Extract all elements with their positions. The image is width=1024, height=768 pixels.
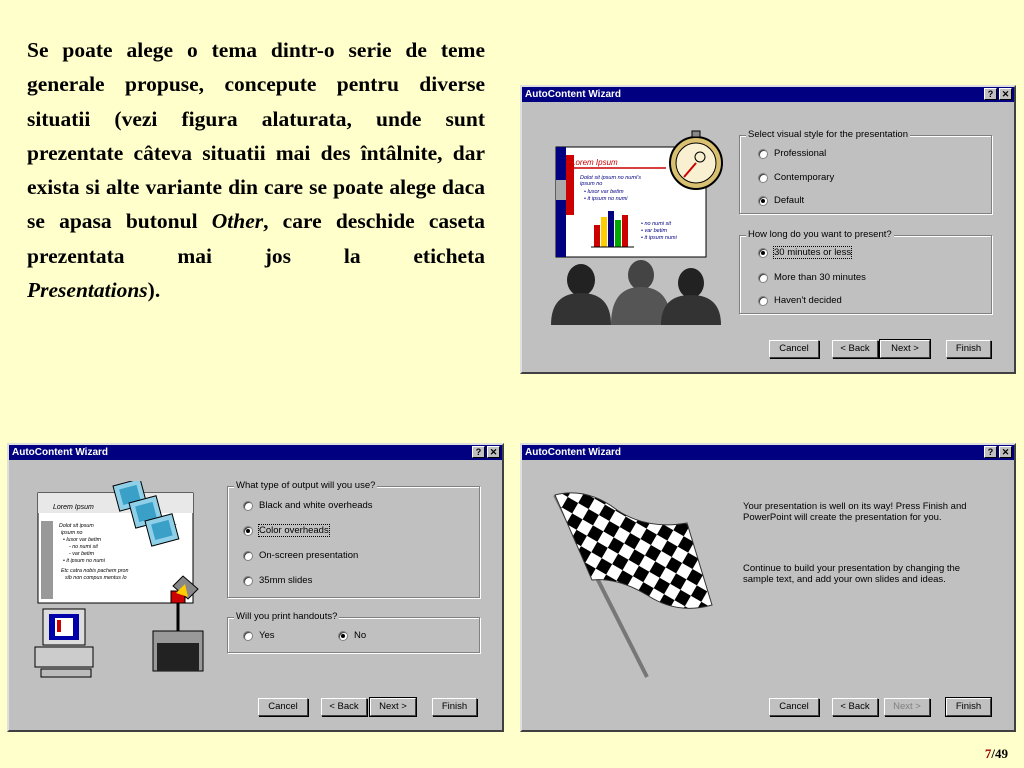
svg-text:- var betim: - var betim bbox=[69, 551, 95, 557]
presentation-length-label: How long do you want to present? bbox=[748, 229, 892, 240]
visual-style-group bbox=[739, 129, 992, 214]
checkered-flag-icon bbox=[547, 485, 722, 685]
presentation-illustration bbox=[546, 125, 726, 325]
finish-button[interactable]: Finish bbox=[946, 340, 991, 358]
svg-text:• var betim: • var betim bbox=[641, 228, 668, 234]
svg-text:• it ipsum numi: • it ipsum numi bbox=[641, 235, 677, 241]
presentations-term: Presentations bbox=[27, 278, 148, 303]
radio-icon bbox=[758, 149, 768, 159]
radio-icon bbox=[758, 296, 768, 306]
finish-button[interactable]: Finish bbox=[432, 698, 477, 716]
next-button[interactable]: Next > bbox=[884, 698, 930, 716]
autocontent-wizard-style-dialog bbox=[520, 85, 1016, 374]
svg-text:Dolot sit ipsum: Dolot sit ipsum bbox=[59, 523, 94, 529]
help-button[interactable]: ? bbox=[472, 446, 485, 458]
dialog-titlebar bbox=[522, 445, 1014, 460]
radio-icon bbox=[243, 576, 253, 586]
other-term: Other bbox=[211, 209, 264, 234]
finish-message-1: Your presentation is well on its way! Press Finish and PowerPoint will create the presentation for you. bbox=[743, 501, 967, 523]
style-professional-option[interactable]: Professional bbox=[758, 148, 826, 159]
output-type-group bbox=[227, 480, 480, 598]
handouts-no-option[interactable]: No bbox=[338, 630, 366, 641]
dialog-titlebar bbox=[9, 445, 502, 460]
radio-icon bbox=[243, 551, 253, 561]
output-35mm-slides-option[interactable]: 35mm slides bbox=[243, 575, 312, 586]
svg-text:• lusor var betim: • lusor var betim bbox=[584, 189, 624, 195]
radio-selected-icon bbox=[758, 248, 768, 258]
slide-title: Lorem Ipsum bbox=[571, 158, 618, 167]
back-button[interactable]: < Back bbox=[832, 340, 878, 358]
svg-text:- no numi sit: - no numi sit bbox=[69, 544, 98, 550]
autocontent-wizard-output-dialog bbox=[7, 443, 504, 732]
svg-text:ipsum no: ipsum no bbox=[61, 530, 83, 536]
dialog-title: AutoContent Wizard bbox=[525, 89, 622, 100]
length-30-minutes-option[interactable]: 30 minutes or less bbox=[758, 247, 851, 258]
handouts-label: Will you print handouts? bbox=[236, 611, 338, 622]
radio-icon bbox=[243, 631, 253, 641]
page-number: 7/49 bbox=[984, 746, 1008, 761]
autocontent-wizard-finish-dialog bbox=[520, 443, 1016, 732]
presentation-length-group bbox=[739, 229, 992, 314]
svg-text:Etc catra nobis pachem pron: Etc catra nobis pachem pron bbox=[61, 568, 129, 574]
svg-text:• it ipsum no numi: • it ipsum no numi bbox=[63, 558, 105, 564]
close-button[interactable]: ✕ bbox=[487, 446, 500, 458]
radio-icon bbox=[243, 501, 253, 511]
radio-selected-icon bbox=[338, 631, 348, 641]
radio-icon bbox=[758, 273, 768, 283]
output-bw-overheads-option[interactable]: Black and white overheads bbox=[243, 500, 373, 511]
radio-selected-icon bbox=[758, 196, 768, 206]
dialog-title: AutoContent Wizard bbox=[525, 447, 622, 458]
dialog-title: AutoContent Wizard bbox=[12, 447, 109, 458]
output-illustration bbox=[33, 481, 223, 681]
next-button[interactable]: Next > bbox=[370, 698, 416, 716]
cancel-button[interactable]: Cancel bbox=[258, 698, 308, 716]
svg-text:ipsum no: ipsum no bbox=[580, 181, 603, 187]
output-color-overheads-option[interactable]: Color overheads bbox=[243, 525, 329, 536]
slide-title: Lorem Ipsum bbox=[53, 504, 94, 511]
radio-selected-icon bbox=[243, 526, 253, 536]
cancel-button[interactable]: Cancel bbox=[769, 340, 819, 358]
svg-text:sib non compus mentus lo: sib non compus mentus lo bbox=[65, 575, 127, 581]
finish-button[interactable]: Finish bbox=[946, 698, 991, 716]
visual-style-label: Select visual style for the presentation bbox=[748, 129, 909, 140]
dialog-titlebar bbox=[522, 87, 1014, 102]
svg-text:• lusor var betim: • lusor var betim bbox=[63, 537, 102, 543]
next-button[interactable]: Next > bbox=[880, 340, 930, 358]
radio-icon bbox=[758, 173, 768, 183]
close-button[interactable]: ✕ bbox=[999, 446, 1012, 458]
handouts-yes-option[interactable]: Yes bbox=[243, 630, 275, 641]
svg-text:• it ipsum no numi: • it ipsum no numi bbox=[584, 196, 628, 202]
description-paragraph: Se poate alege o tema dintr-o serie de teme generale propuse, concepute pentru diverse situatii (vezi figura alaturata, unde sunt prezentate câteva situatii mai des întâlnite, dar exista si alte variante din care se poate alege daca se apasa butonul Other, care deschide caseta prezentata mai jos la eticheta Presentations). bbox=[27, 38, 485, 303]
help-button[interactable]: ? bbox=[984, 88, 997, 100]
length-more-than-30-option[interactable]: More than 30 minutes bbox=[758, 272, 866, 283]
output-type-label: What type of output will you use? bbox=[236, 480, 376, 491]
back-button[interactable]: < Back bbox=[832, 698, 878, 716]
finish-message-2: Continue to build your presentation by changing the sample text, and add your own slides and ideas. bbox=[743, 563, 961, 585]
style-default-option[interactable]: Default bbox=[758, 195, 804, 206]
help-button[interactable]: ? bbox=[984, 446, 997, 458]
cancel-button[interactable]: Cancel bbox=[769, 698, 819, 716]
svg-text:Dolot sit ipsum no numi's: Dolot sit ipsum no numi's bbox=[580, 175, 641, 181]
handouts-group bbox=[227, 611, 480, 653]
back-button[interactable]: < Back bbox=[321, 698, 367, 716]
style-contemporary-option[interactable]: Contemporary bbox=[758, 172, 834, 183]
output-onscreen-option[interactable]: On-screen presentation bbox=[243, 550, 358, 561]
svg-text:• no numi sit: • no numi sit bbox=[641, 221, 672, 227]
close-button[interactable]: ✕ bbox=[999, 88, 1012, 100]
length-havent-decided-option[interactable]: Haven't decided bbox=[758, 295, 842, 306]
